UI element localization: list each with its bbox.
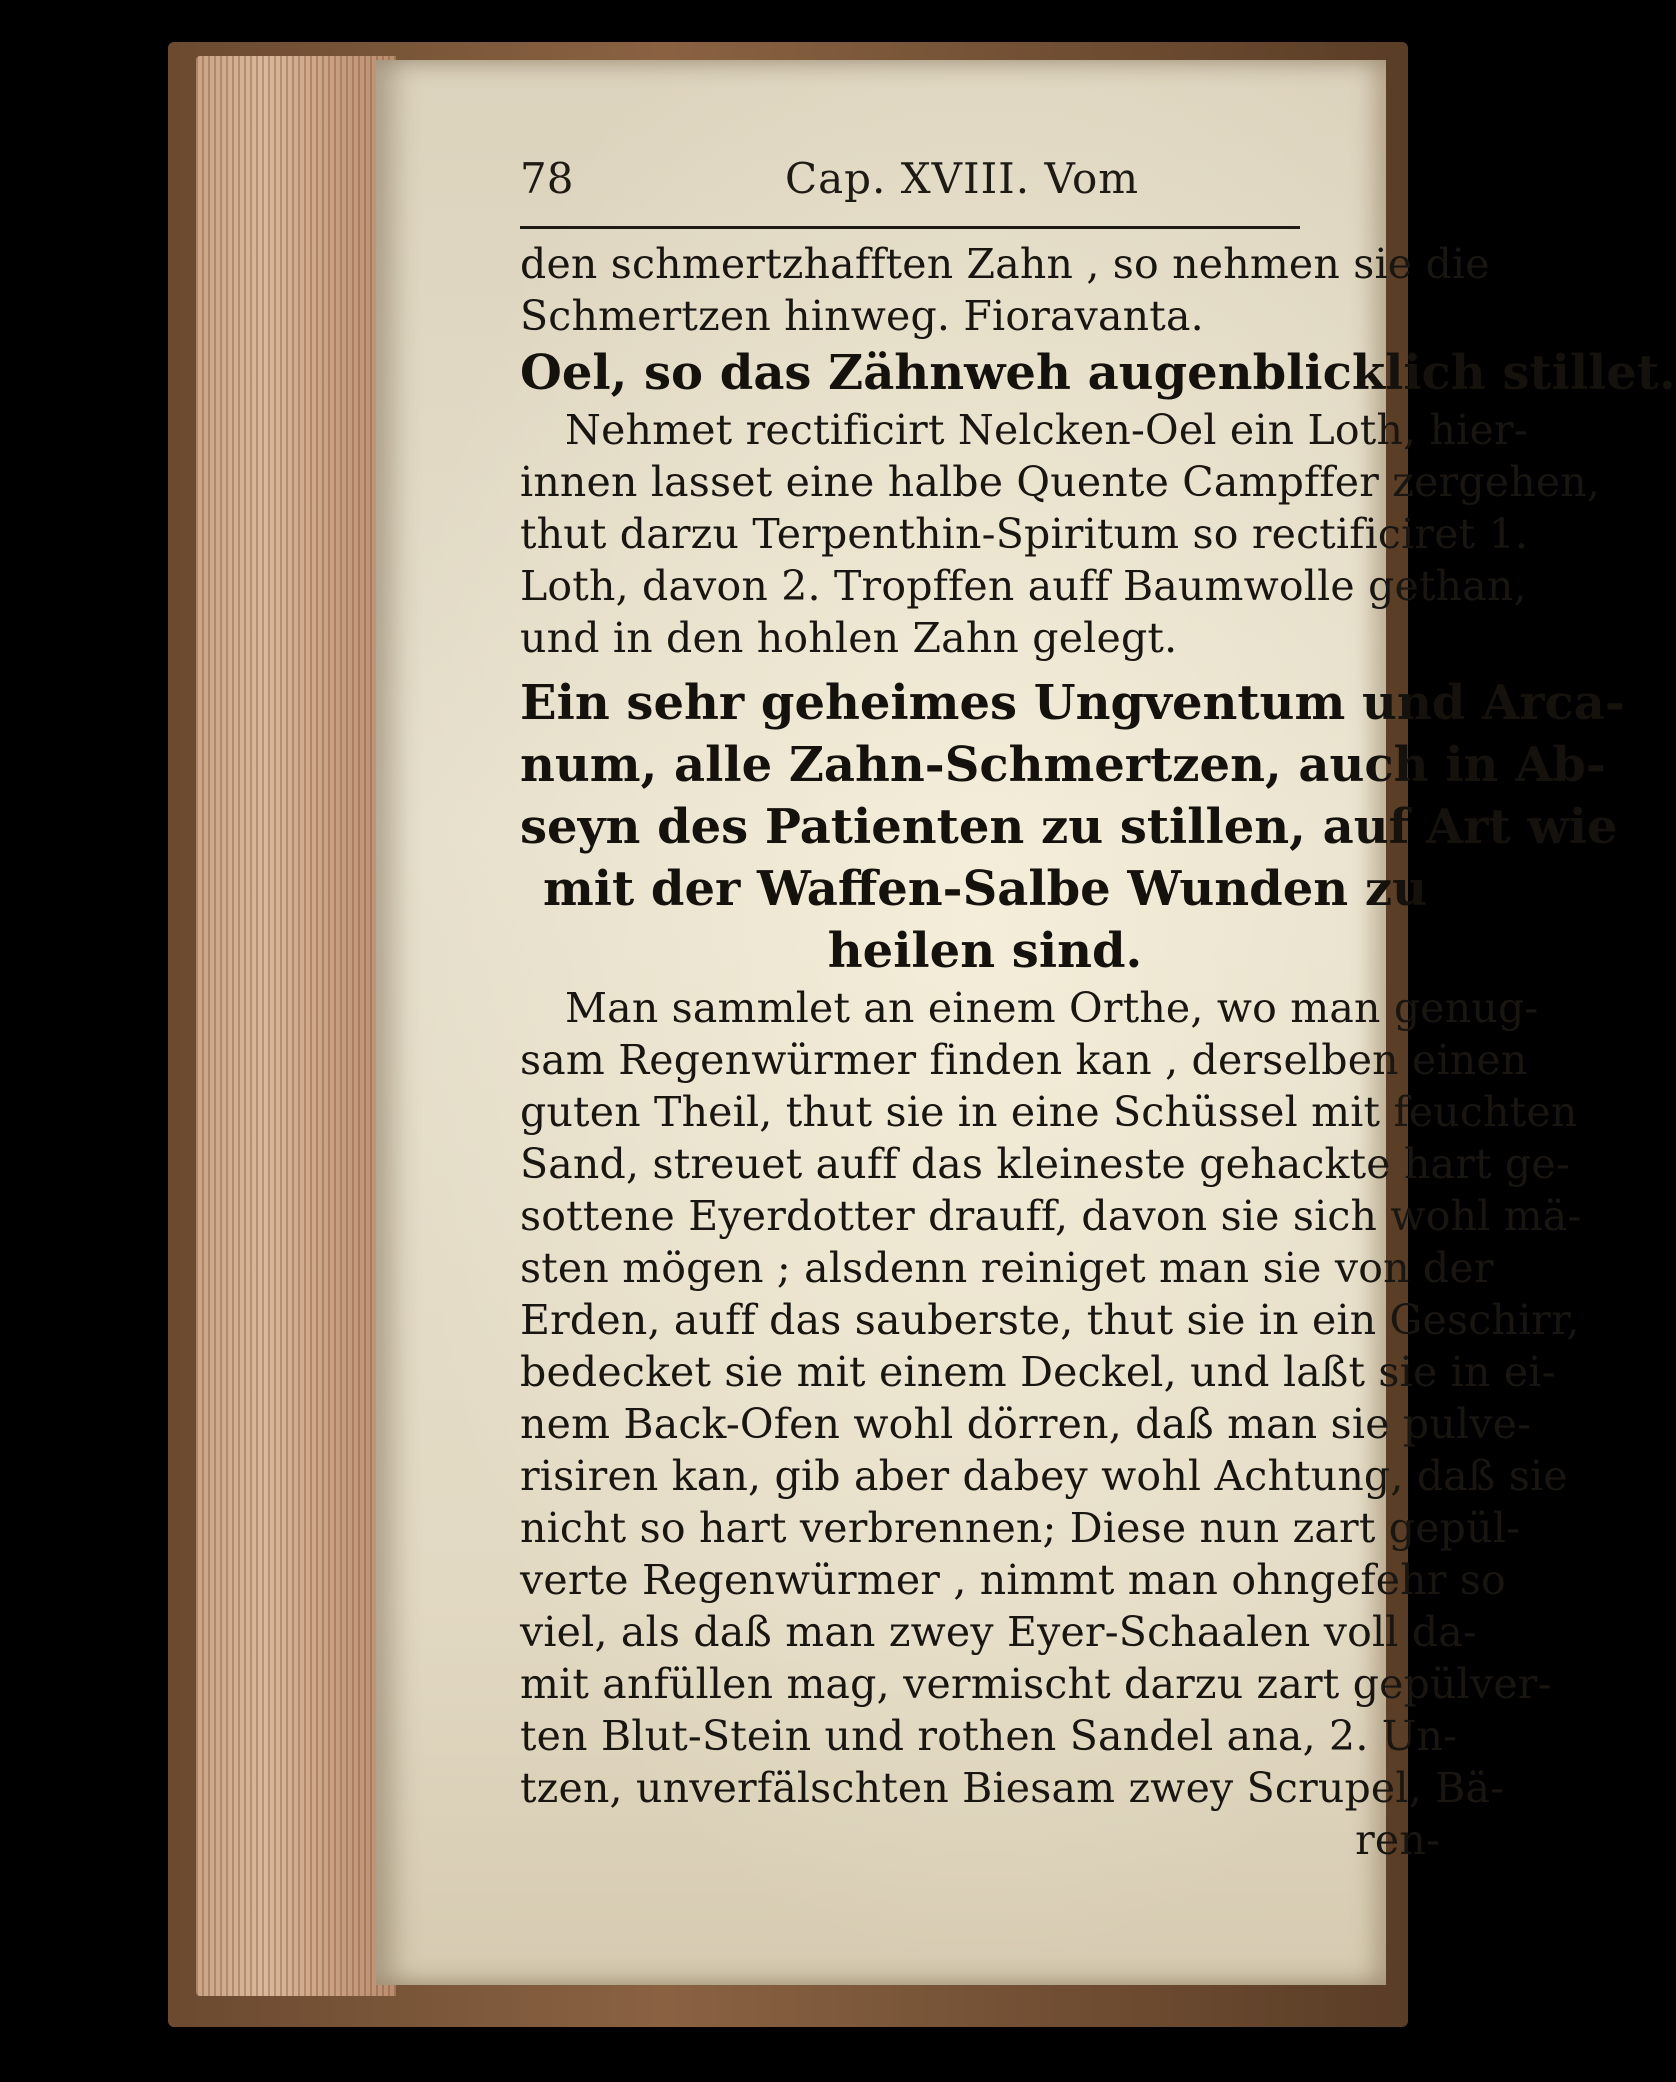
- text-line: mit anfüllen mag, vermischt darzu zart gepülver-: [520, 1660, 1552, 1708]
- running-header: [520, 146, 1300, 229]
- text-line: viel, als daß man zwey Eyer-Schaalen voll da-: [520, 1608, 1477, 1656]
- text-line: Loth, davon 2. Tropffen auff Baumwolle gethan,: [520, 562, 1527, 610]
- text-line: sten mögen ; alsdenn reiniget man sie von der: [520, 1244, 1494, 1292]
- catchword: ren-: [1355, 1816, 1440, 1864]
- text-line: nem Back-Ofen wohl dörren, daß man sie pulve-: [520, 1400, 1532, 1448]
- paragraph-first-line: Nehmet rectificirt Nelcken-Oel ein Loth, hier-: [565, 406, 1528, 454]
- text-line: risiren kan, gib aber dabey wohl Achtung, daß sie: [520, 1452, 1568, 1500]
- printed-page: [376, 60, 1676, 1985]
- paragraph-first-line: Man sammlet an einem Orthe, wo man genug-: [565, 984, 1539, 1032]
- text-line: bedecket sie mit einem Deckel, und laßt sie in ei-: [520, 1348, 1556, 1396]
- running-title-text: Cap. XVIII. Vom: [785, 154, 1140, 203]
- page-number: 78: [520, 154, 574, 203]
- section-heading-line: Ein sehr geheimes Ungventum und Arca-: [520, 675, 1625, 731]
- page-body: [520, 238, 1676, 1866]
- text-line: Schmertzen hinweg. Fioravanta.: [520, 292, 1204, 340]
- text-line: Sand, streuet auff das kleineste gehackte hart ge-: [520, 1140, 1570, 1188]
- text-line: innen lasset eine halbe Quente Campffer zergehen,: [520, 458, 1601, 506]
- section-heading-line: seyn des Patienten zu stillen, auf Art wie: [520, 799, 1618, 855]
- text-line: tzen, unverfälschten Biesam zwey Scrupel, Bä-: [520, 1764, 1505, 1812]
- text-line: thut darzu Terpenthin-Spiritum so rectificiret 1.: [520, 510, 1529, 558]
- text-line: ten Blut-Stein und rothen Sandel ana, 2. Un-: [520, 1712, 1458, 1760]
- page-edges: [196, 56, 396, 1996]
- text-line: den schmertzhafften Zahn , so nehmen sie die: [520, 240, 1490, 288]
- text-line: sottene Eyerdotter drauff, davon sie sich wohl mä-: [520, 1192, 1582, 1240]
- text-line: sam Regenwürmer finden kan , derselben einen: [520, 1036, 1528, 1084]
- section-heading-line: heilen sind.: [827, 923, 1143, 979]
- section-heading-line: mit der Waffen-Salbe Wunden zu: [542, 861, 1428, 917]
- text-line: verte Regenwürmer , nimmt man ohngefehr so: [520, 1556, 1506, 1604]
- section-heading-line: Oel, so das Zähnweh augenblicklich stillet.: [520, 345, 1676, 401]
- text-line: Erden, auff das sauberste, thut sie in ein Geschirr,: [520, 1296, 1580, 1344]
- section-heading-line: num, alle Zahn-Schmertzen, auch in Ab-: [520, 737, 1606, 793]
- text-line: und in den hohlen Zahn gelegt.: [520, 614, 1178, 662]
- text-line: nicht so hart verbrennen; Diese nun zart gepül-: [520, 1504, 1521, 1552]
- text-line: guten Theil, thut sie in eine Schüssel mit feuchten: [520, 1088, 1578, 1136]
